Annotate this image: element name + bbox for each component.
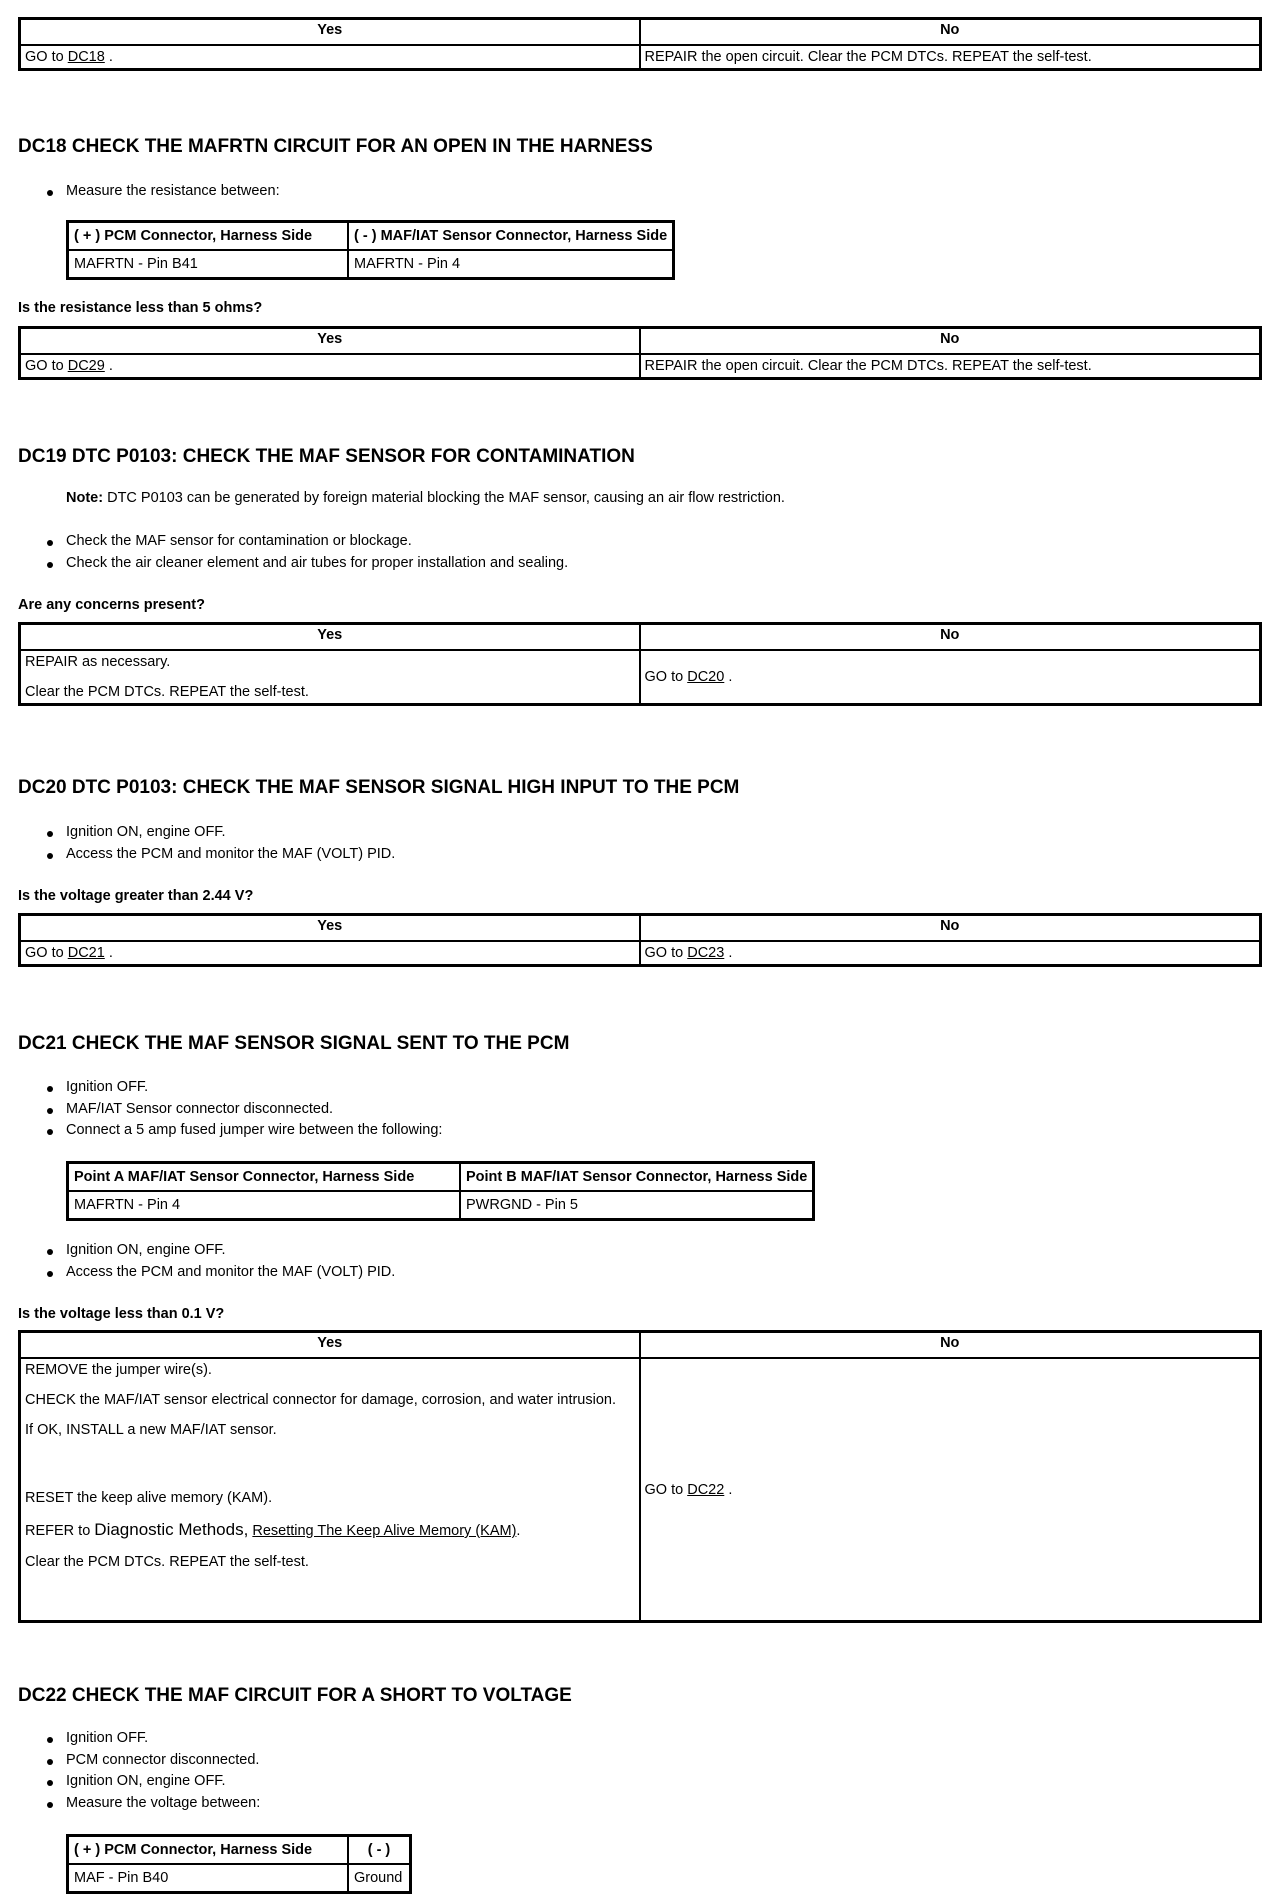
conn-cell: MAFRTN - Pin B41 — [68, 250, 349, 279]
yes-cell — [20, 1358, 640, 1622]
dc18-steps — [18, 181, 280, 203]
yes-header: Yes — [20, 328, 640, 355]
no-cell — [640, 1358, 1261, 1622]
link-dc29[interactable]: DC29 — [67, 358, 105, 374]
diagnostic-methods-ref: Diagnostic Methods, — [94, 1520, 249, 1539]
yes-line: Clear the PCM DTCs. REPEAT the self-test. — [25, 684, 309, 700]
dc18-title: DC18 CHECK THE MAFRTN CIRCUIT FOR AN OPEN IN THE HARNESS — [18, 136, 653, 157]
dc21-connector-table-wrap — [66, 1161, 815, 1221]
dc19-result-table-wrap — [18, 622, 1262, 706]
top-result-table — [18, 17, 1262, 71]
dc20-result-table — [18, 913, 1262, 967]
conn-header: ( + ) PCM Connector, Harness Side — [68, 222, 349, 251]
link-dc20[interactable]: DC20 — [687, 669, 725, 685]
yes-header: Yes — [20, 1332, 640, 1359]
yes-cell — [20, 941, 640, 966]
dc18-result-table — [18, 326, 1262, 380]
step-item: Measure the voltage between: — [18, 1793, 260, 1815]
dc20-steps — [18, 822, 395, 865]
dc19-note — [18, 490, 785, 506]
yes-header: Yes — [20, 19, 640, 46]
dc22-connector-table — [66, 1834, 412, 1894]
conn-cell: MAFRTN - Pin 4 — [68, 1191, 461, 1220]
dc22-connector-table-wrap — [66, 1834, 412, 1894]
dc20-result-table-wrap — [18, 913, 1262, 967]
dc22-title: DC22 CHECK THE MAF CIRCUIT FOR A SHORT TO VOLTAGE — [18, 1685, 572, 1706]
yes-line: REPAIR as necessary. — [25, 654, 171, 670]
dc19-result-table — [18, 622, 1262, 706]
period: . — [108, 358, 113, 374]
dc22-steps — [18, 1728, 260, 1814]
note-text: DTC P0103 can be generated by foreign material blocking the MAF sensor, causing an air flow restriction. — [107, 490, 785, 506]
dc18-result-table-wrap — [18, 326, 1262, 380]
step-item: Ignition ON, engine OFF. — [18, 1240, 395, 1262]
step-item: Connect a 5 amp fused jumper wire between the following: — [18, 1120, 442, 1142]
dc19-title: DC19 DTC P0103: CHECK THE MAF SENSOR FOR CONTAMINATION — [18, 446, 635, 467]
step-item: Ignition ON, engine OFF. — [18, 822, 395, 844]
conn-header: ( - ) MAF/IAT Sensor Connector, Harness Side — [348, 222, 674, 251]
no-header: No — [640, 1332, 1261, 1359]
step-item: Access the PCM and monitor the MAF (VOLT) PID. — [18, 1262, 395, 1284]
dc21-connector-table — [66, 1161, 815, 1221]
step-item: Ignition ON, engine OFF. — [18, 1771, 260, 1793]
step-item: Ignition OFF. — [18, 1077, 442, 1099]
link-dc18[interactable]: DC18 — [67, 49, 105, 65]
conn-header: ( + ) PCM Connector, Harness Side — [68, 1836, 349, 1865]
period: . — [516, 1523, 521, 1539]
conn-header: ( - ) — [348, 1836, 411, 1865]
conn-cell: Ground — [348, 1864, 411, 1893]
no-header: No — [640, 624, 1261, 651]
go-to-label: GO to — [644, 1481, 684, 1498]
dc20-question: Is the voltage greater than 2.44 V? — [18, 888, 254, 904]
no-cell — [640, 650, 1261, 705]
step-item: Check the air cleaner element and air tubes for proper installation and sealing. — [18, 553, 568, 575]
go-to-label: GO to — [25, 358, 64, 374]
period: . — [728, 1481, 733, 1498]
yes-header: Yes — [20, 624, 640, 651]
yes-cell — [20, 354, 640, 379]
no-header: No — [640, 915, 1261, 942]
step-item: Check the MAF sensor for contamination or blockage. — [18, 531, 568, 553]
link-dc22[interactable]: DC22 — [687, 1481, 725, 1498]
yes-line: RESET the keep alive memory (KAM). — [25, 1490, 273, 1506]
no-header: No — [640, 328, 1261, 355]
note-label: Note: — [66, 490, 104, 506]
no-cell — [640, 941, 1261, 966]
conn-header: Point A MAF/IAT Sensor Connector, Harness Side — [68, 1163, 461, 1192]
dc18-connector-table — [66, 220, 675, 280]
dc21-result-table — [18, 1330, 1262, 1623]
conn-cell: MAFRTN - Pin 4 — [348, 250, 674, 279]
step-item: Measure the resistance between: — [18, 181, 280, 203]
yes-cell — [20, 650, 640, 705]
yes-header: Yes — [20, 915, 640, 942]
step-item: MAF/IAT Sensor connector disconnected. — [18, 1099, 442, 1121]
dc18-connector-table-wrap — [66, 220, 675, 280]
dc21-title: DC21 CHECK THE MAF SENSOR SIGNAL SENT TO THE PCM — [18, 1033, 570, 1054]
no-cell: REPAIR the open circuit. Clear the PCM DTCs. REPEAT the self-test. — [640, 354, 1261, 379]
period: . — [728, 669, 733, 685]
dc21-steps-2 — [18, 1240, 395, 1283]
period: . — [108, 49, 113, 65]
conn-header: Point B MAF/IAT Sensor Connector, Harness Side — [460, 1163, 814, 1192]
step-item: Ignition OFF. — [18, 1728, 260, 1750]
yes-line: Clear the PCM DTCs. REPEAT the self-test. — [25, 1554, 309, 1570]
step-item: PCM connector disconnected. — [18, 1750, 260, 1772]
dc20-title: DC20 DTC P0103: CHECK THE MAF SENSOR SIGNAL HIGH INPUT TO THE PCM — [18, 777, 740, 798]
no-cell: REPAIR the open circuit. Clear the PCM DTCs. REPEAT the self-test. — [640, 45, 1261, 70]
dc19-steps — [18, 531, 568, 574]
go-to-label: GO to — [25, 945, 64, 961]
conn-cell: MAF - Pin B40 — [68, 1864, 349, 1893]
link-dc23[interactable]: DC23 — [687, 945, 725, 961]
yes-line-refer — [25, 1520, 635, 1540]
refer-label: REFER to — [25, 1523, 91, 1539]
period: . — [728, 945, 733, 961]
top-result-table-wrap — [18, 17, 1262, 71]
link-reset-kam[interactable]: Resetting The Keep Alive Memory (KAM) — [252, 1523, 517, 1539]
go-to-label: GO to — [644, 945, 684, 961]
step-item: Access the PCM and monitor the MAF (VOLT) PID. — [18, 844, 395, 866]
dc21-question: Is the voltage less than 0.1 V? — [18, 1306, 225, 1322]
period: . — [108, 945, 113, 961]
dc19-question: Are any concerns present? — [18, 597, 205, 613]
go-to-label: GO to — [25, 49, 64, 65]
dc21-result-table-wrap — [18, 1330, 1262, 1623]
dc18-question: Is the resistance less than 5 ohms? — [18, 300, 263, 316]
go-to-label: GO to — [644, 669, 684, 685]
yes-line: REMOVE the jumper wire(s). — [25, 1362, 212, 1378]
no-header: No — [640, 19, 1261, 46]
yes-line: CHECK the MAF/IAT sensor electrical connector for damage, corrosion, and water intrusion. — [25, 1392, 616, 1408]
dc21-steps — [18, 1077, 442, 1142]
yes-cell — [20, 45, 640, 70]
link-dc21[interactable]: DC21 — [67, 945, 105, 961]
conn-cell: PWRGND - Pin 5 — [460, 1191, 814, 1220]
yes-line: If OK, INSTALL a new MAF/IAT sensor. — [25, 1422, 277, 1438]
